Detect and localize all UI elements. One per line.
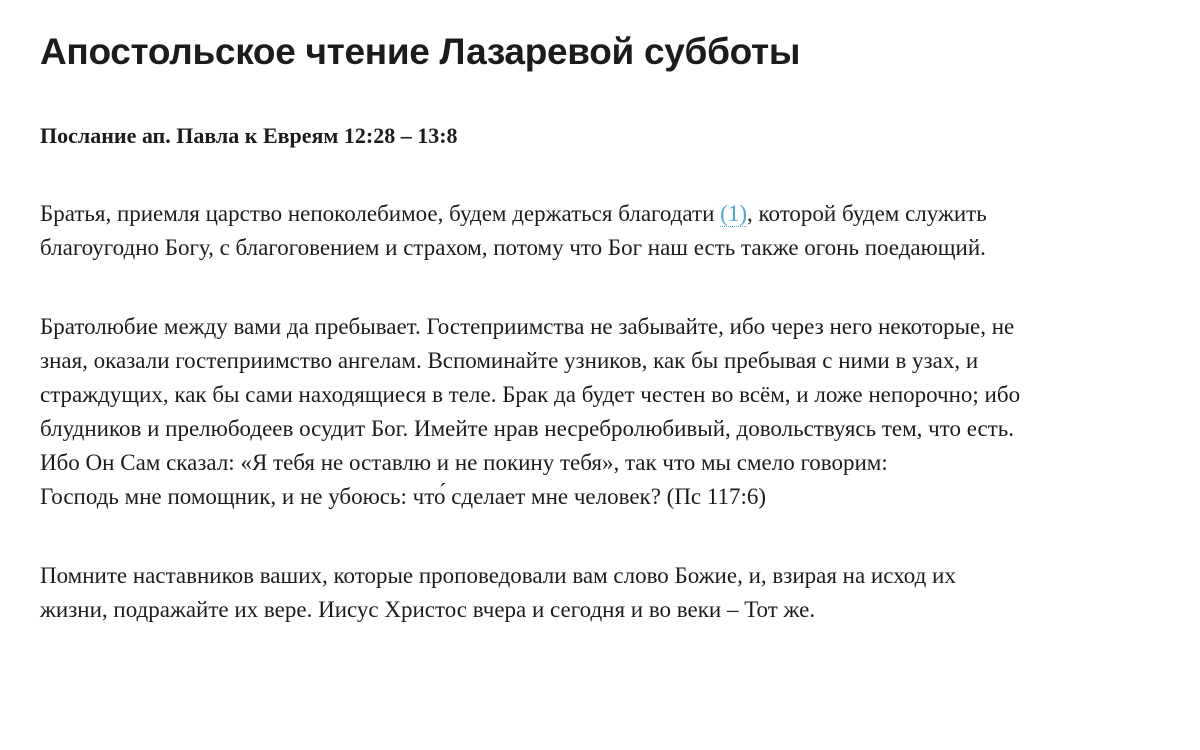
paragraph-2	[40, 310, 1025, 514]
footnote-link-1[interactable]: (1)	[720, 201, 747, 226]
paragraph-1-text-before: Братья, приемля царство непоколебимое, будем держаться благодати	[40, 201, 721, 226]
reading-reference: Послание ап. Павла к Евреям 12:28 – 13:8	[40, 123, 458, 148]
paragraph-1-text-after: , которой будем служить благоугодно Богу, с благоговением и страхом, потому что Бог наш есть также огонь поедающий.	[40, 201, 987, 260]
paragraph-3: Помните наставников ваших, которые проповедовали вам слово Божие, и, взирая на исход их жизни, подражайте их вере. Иисус Христос вчера и сегодня и во веки – Тот же.	[40, 563, 956, 622]
page-title: Апостольское чтение Лазаревой субботы	[40, 31, 801, 72]
paragraph-2-verse-line: Господь мне помощник, и не убоюсь: что́ сделает мне человек? (Пс 117:6)	[40, 484, 767, 509]
paragraph-1	[40, 197, 1025, 265]
article	[0, 30, 1025, 627]
paragraph-2-text: Братолюбие между вами да пребывает. Гостеприимства не забывайте, ибо через него некоторые, не зная, оказали гостеприимство ангелам. Вспоминайте узников, как бы пребывая с ними в узах, и страждущих, как бы сами находящиеся в теле. Брак да будет честен во всём, и ложе непорочно; ибо блудников и прелюбодеев осудит Бог. Имейте нрав несребролюбивый, довольствуясь тем, что есть. Ибо Он Сам сказал: «Я тебя не оставлю и не покину тебя», так что мы смело говорим:	[40, 314, 1021, 475]
